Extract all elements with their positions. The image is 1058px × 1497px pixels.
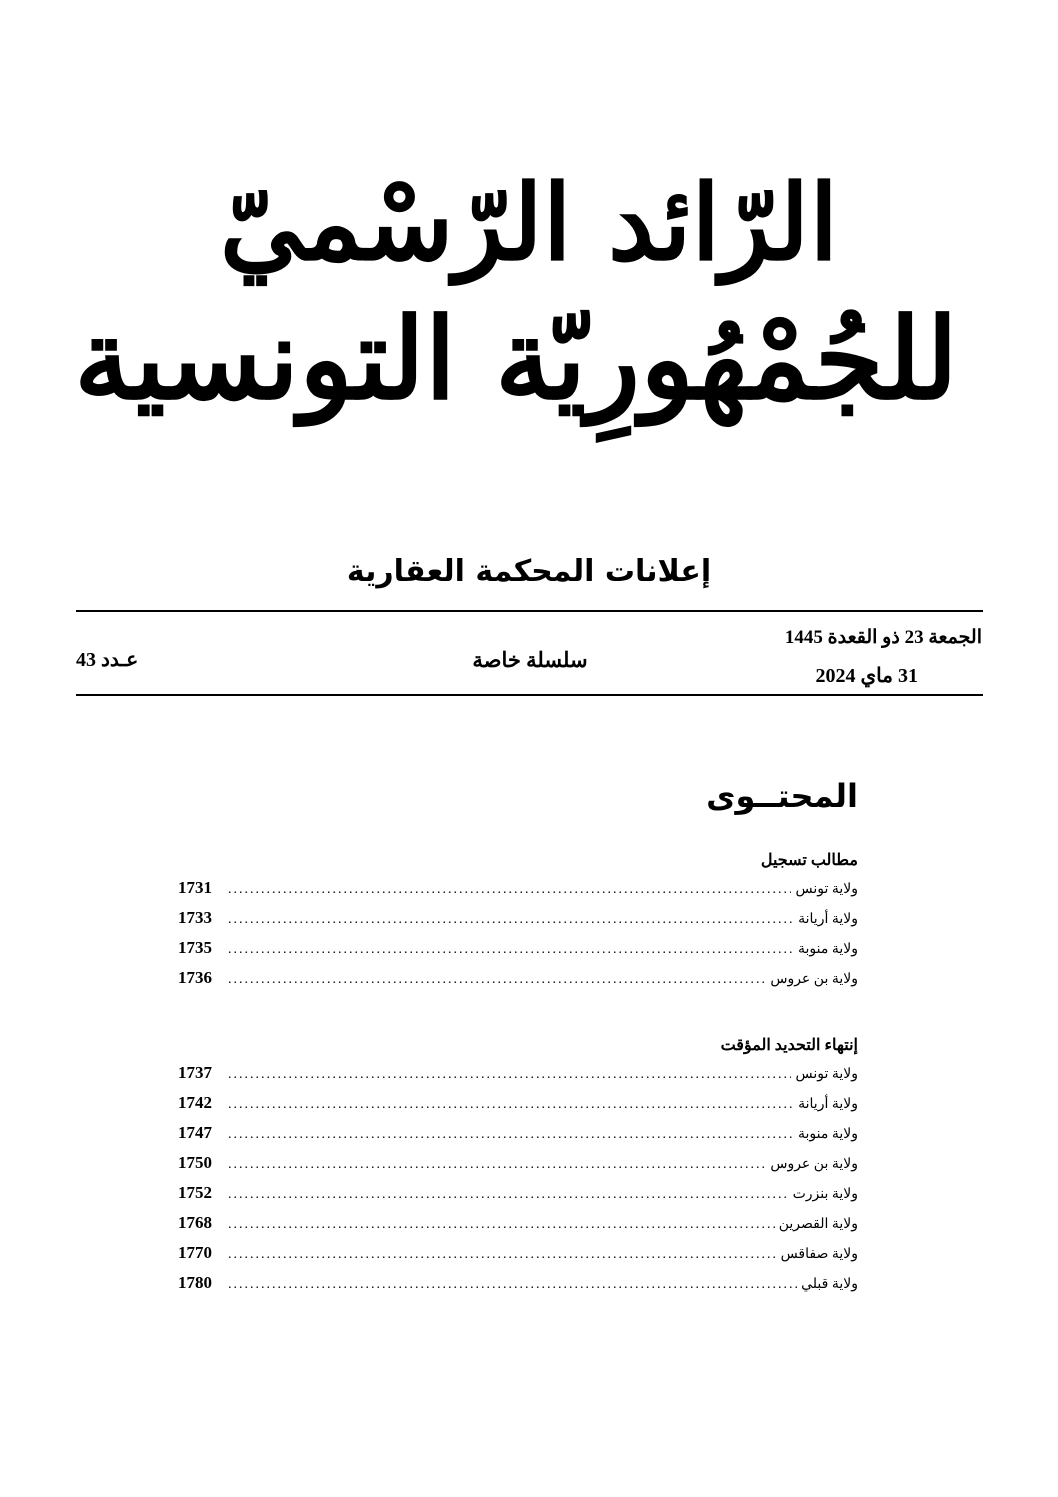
toc-entry-page: 1770 — [178, 1243, 212, 1262]
issue-number: عـدد 43 — [76, 649, 139, 671]
toc-leader-dots — [228, 1097, 794, 1113]
toc-entry-page: 1780 — [178, 1273, 212, 1292]
masthead-title-line1: الرّائد الرّسْميّ — [219, 161, 839, 284]
toc-leader-dots — [228, 972, 766, 988]
toc-entry[interactable] — [178, 938, 858, 968]
masthead-title-line2: للجُمْهُورِيّة التونسية — [74, 294, 958, 425]
date-hijri: الجمعة 23 ذو القعدة 1445 — [784, 627, 982, 648]
toc-entry-label: ولاية تونس — [795, 1067, 858, 1082]
toc-section-registration — [178, 850, 858, 998]
toc-entry[interactable] — [178, 908, 858, 938]
toc-entry-page: 1733 — [178, 908, 212, 927]
toc-leader-dots — [228, 1067, 791, 1083]
toc-entry[interactable] — [178, 1063, 858, 1093]
toc-entry-label: ولاية قبلي — [801, 1277, 858, 1292]
publication-subtitle: إعلانات المحكمة العقارية — [346, 554, 712, 589]
toc-entry[interactable] — [178, 968, 858, 998]
toc-entry-page: 1747 — [178, 1123, 212, 1142]
toc-entry-label: ولاية منوبة — [797, 1127, 858, 1142]
toc-entry[interactable] — [178, 1213, 858, 1243]
toc-leader-dots — [228, 942, 794, 958]
toc-entry[interactable] — [178, 1093, 858, 1123]
toc-entry-label: ولاية بنزرت — [792, 1187, 858, 1202]
toc-section-heading: مطالب تسجيل — [760, 852, 858, 869]
header-top-rule — [76, 610, 983, 612]
contents-title: المحتــوى — [706, 777, 858, 815]
toc-leader-dots — [228, 1277, 797, 1293]
toc-entry-page: 1752 — [178, 1183, 212, 1202]
toc-leader-dots — [228, 882, 791, 898]
toc-entry-label: ولاية القصرين — [778, 1217, 858, 1232]
toc-entry[interactable] — [178, 1153, 858, 1183]
toc-leader-dots — [228, 912, 794, 928]
toc-entry-label: ولاية تونس — [795, 882, 858, 897]
toc-entry[interactable] — [178, 1183, 858, 1213]
toc-entry-page: 1735 — [178, 938, 212, 957]
toc-entry-label: ولاية صفاقس — [780, 1247, 858, 1262]
toc-entry-page: 1737 — [178, 1063, 212, 1082]
toc-entry[interactable] — [178, 1123, 858, 1153]
toc-entry-label: ولاية بن عروس — [770, 1157, 858, 1172]
toc-entry-page: 1750 — [178, 1153, 212, 1172]
header-bottom-rule — [76, 694, 983, 696]
toc-entry[interactable] — [178, 878, 858, 908]
toc-entry-label: ولاية بن عروس — [770, 972, 858, 987]
toc-leader-dots — [228, 1127, 794, 1143]
toc-leader-dots — [228, 1247, 777, 1263]
toc-entry-label: ولاية أريانة — [798, 912, 858, 927]
toc-entry-label: ولاية أريانة — [798, 1097, 858, 1112]
toc-entry-page: 1736 — [178, 968, 212, 987]
toc-entry[interactable] — [178, 1273, 858, 1303]
toc-leader-dots — [228, 1157, 766, 1173]
series-label: سلسلة خاصة — [472, 648, 588, 672]
toc-entry-page: 1768 — [178, 1213, 212, 1232]
toc-section-heading: إنتهاء التحديد المؤقت — [720, 1037, 858, 1054]
toc-section-provisional-delimitation — [178, 1035, 858, 1303]
toc-leader-dots — [228, 1187, 789, 1203]
toc-entry-page: 1731 — [178, 878, 212, 897]
toc-entry[interactable] — [178, 1243, 858, 1273]
toc-leader-dots — [228, 1217, 775, 1233]
date-gregorian: 31 ماي 2024 — [815, 665, 918, 687]
toc-entry-label: ولاية منوبة — [797, 942, 858, 957]
toc-entry-page: 1742 — [178, 1093, 212, 1112]
